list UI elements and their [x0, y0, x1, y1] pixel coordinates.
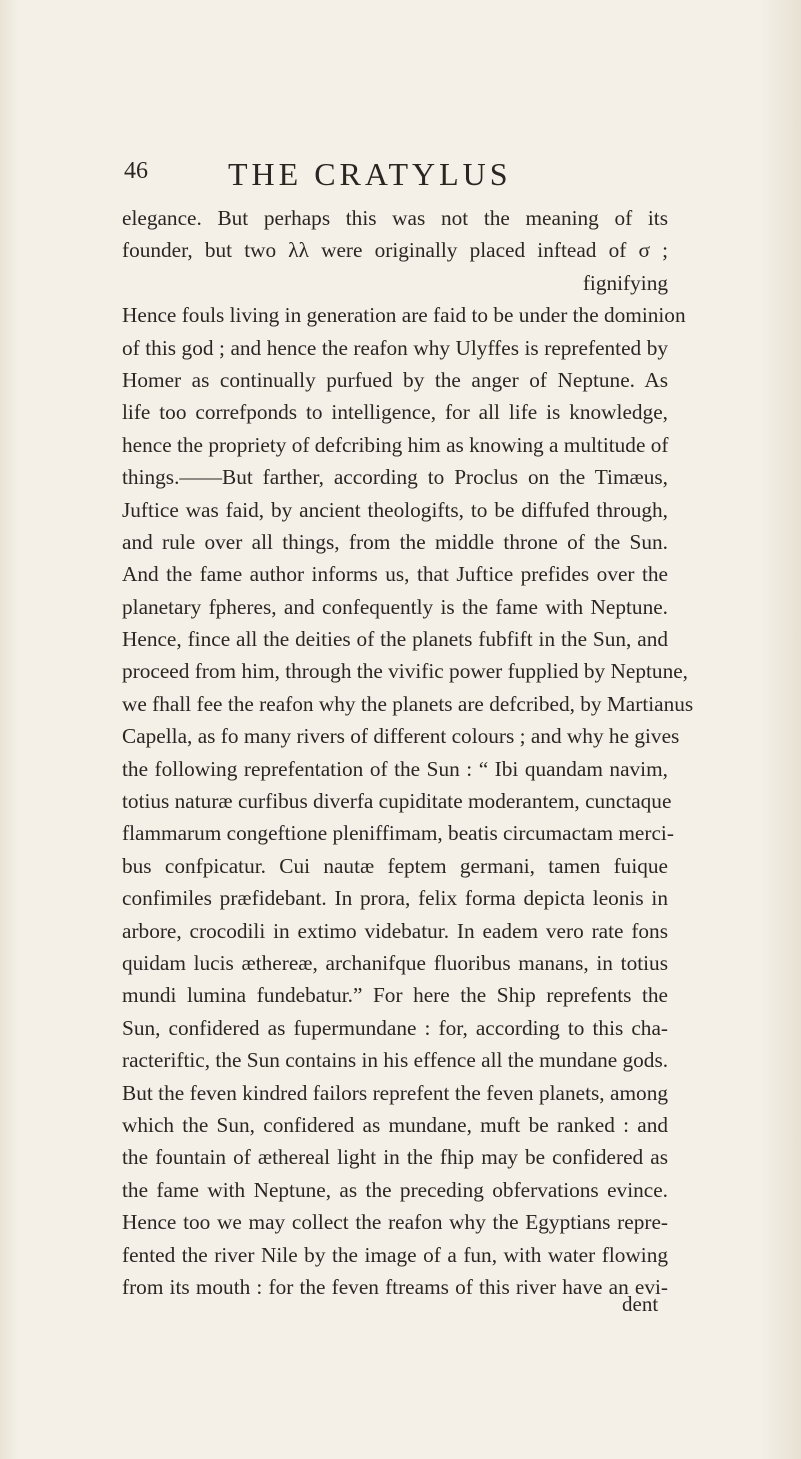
- text-line: the fame with Neptune, as the preceding obfervations evince.: [122, 1177, 668, 1202]
- text-line: Capella, as fo many rivers of different colours ; and why he gives: [122, 724, 680, 749]
- text-line: Homer as continually purfued by the anger of Neptune. As: [122, 367, 668, 392]
- text-line: Sun, confidered as fupermundane : for, according to this cha-: [122, 1015, 668, 1040]
- text-line: hence the propriety of defcribing him as knowing a multitude of: [122, 432, 669, 457]
- page-number: 46: [124, 158, 148, 184]
- text-line: the following reprefentation of the Sun : “ Ibi quandam navim,: [122, 756, 668, 781]
- page-header: [124, 158, 664, 192]
- text-line: arbore, crocodili in extimo videbatur. In eadem vero rate fons: [122, 918, 668, 943]
- text-line: But the feven kindred failors reprefent the feven planets, among: [122, 1080, 668, 1105]
- text-line: quidam lucis æthereæ, archanifque fluoribus manans, in totius: [122, 950, 668, 975]
- text-line: Juftice was faid, by ancient theologifts, to be diffufed through,: [122, 497, 668, 522]
- text-line: Hence fouls living in generation are faid to be under the dominion: [122, 303, 686, 328]
- text-line: mundi lumina fundebatur.” For here the Ship reprefents the: [122, 983, 668, 1008]
- text-line: planetary fpheres, and confequently is the fame with Neptune.: [122, 594, 668, 619]
- body-text: [122, 202, 694, 1303]
- text-line: from its mouth : for the feven ftreams of this river have an evi-: [122, 1274, 668, 1299]
- text-line: of this god ; and hence the reafon why Ulyffes is reprefented by: [122, 335, 668, 360]
- text-line-catchword: fignifying: [582, 270, 668, 295]
- text-line: confimiles præfidebant. In prora, felix forma depicta leonis in: [122, 886, 668, 911]
- catchword: dent: [622, 1292, 659, 1316]
- text-line: Hence too we may collect the reafon why the Egyptians repre-: [122, 1210, 668, 1235]
- text-line: things.——But farther, according to Proclus on the Timæus,: [122, 465, 668, 490]
- text-line: founder, but two λλ were originally placed inftead of σ ;: [122, 238, 668, 263]
- text-line: which the Sun, confidered as mundane, muft be ranked : and: [122, 1112, 668, 1137]
- text-line: and rule over all things, from the middle throne of the Sun.: [122, 529, 668, 554]
- text-line: And the fame author informs us, that Juftice prefides over the: [122, 562, 668, 587]
- text-line: the fountain of æthereal light in the fhip may be confidered as: [122, 1145, 668, 1170]
- text-line: fented the river Nile by the image of a fun, with water flowing: [122, 1242, 668, 1267]
- text-line: Hence, fince all the deities of the planets fubfift in the Sun, and: [122, 627, 668, 652]
- text-line: racteriftic, the Sun contains in his effence all the mundane gods.: [122, 1048, 669, 1073]
- text-line: elegance. But perhaps this was not the meaning of its: [122, 206, 668, 230]
- text-line: flammarum congeftione pleniffimam, beatis circumactam merci-: [122, 821, 674, 846]
- text-line: life too correfponds to intelligence, for all life is knowledge,: [122, 400, 668, 425]
- running-head: THE CRATYLUS: [228, 156, 512, 192]
- text-line: we fhall fee the reafon why the planets are defcribed, by Martianus: [122, 691, 694, 716]
- text-line: proceed from him, through the vivific power fupplied by Neptune,: [122, 659, 688, 684]
- text-line: bus confpicatur. Cui nautæ feptem germani, tamen fuique: [122, 853, 668, 878]
- text-line: totius naturæ curfibus diverfa cupiditate moderantem, cunctaque: [122, 789, 672, 814]
